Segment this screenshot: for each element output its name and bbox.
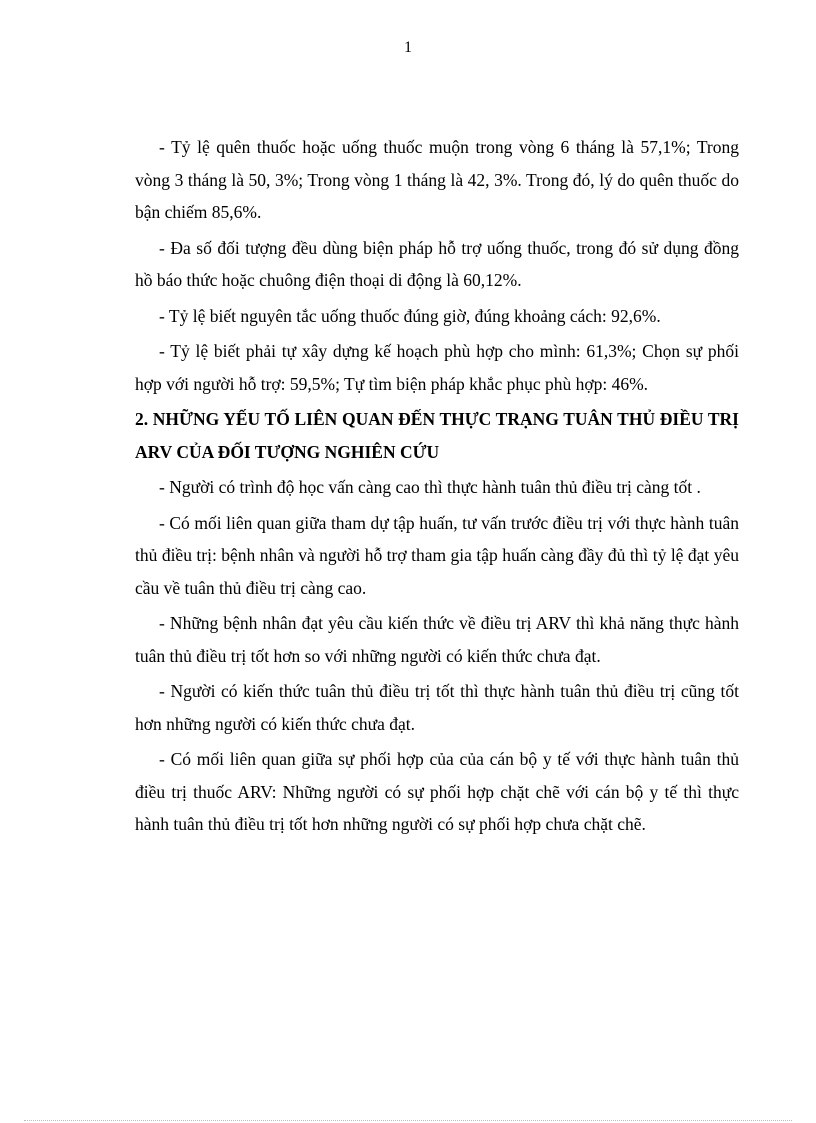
footer-divider [24, 1120, 792, 1121]
paragraph-health-staff-coordination: - Có mối liên quan giữa sự phối hợp của của cán bộ y tế với thực hành tuân thủ điều trị thuốc ARV: Những người có sự phối hợp chặt chẽ với cán bộ y tế thì thực hành tuân thủ điều trị tốt hơn những người có sự phối hợp chưa chặt chẽ. [135, 749, 739, 834]
paragraph-support-measures: - Đa số đối tượng đều dùng biện pháp hỗ trợ uống thuốc, trong đó sử dụng đồng hồ báo thức hoặc chuông điện thoại di động là 60,12%. [135, 237, 739, 290]
paragraph-knowledge-practice: - Người có kiến thức tuân thủ điều trị tốt thì thực hành tuân thủ điều trị cũng tốt hơn những người có kiến thức chưa đạt. [135, 681, 739, 734]
paragraph-training-counseling: - Có mối liên quan giữa tham dự tập huấn, tư vấn trước điều trị với thực hành tuân thủ điều trị: bệnh nhân và người hỗ trợ tham gia tập huấn càng đầy đủ thì tỷ lệ đạt yêu cầu về tuân thủ điều trị càng cao. [135, 512, 739, 598]
paragraph-timing-principle: - Tỷ lệ biết nguyên tắc uống thuốc đúng giờ, đúng khoảng cách: 92,6%. [159, 305, 661, 326]
page-number: 1 [404, 39, 412, 56]
paragraph-knowledge-patients: - Những bệnh nhân đạt yêu cầu kiến thức về điều trị ARV thì khả năng thực hành tuân thủ điều trị tốt hơn so với những người có kiến thức chưa đạt. [135, 613, 739, 666]
paragraph-forget-medication-rate: - Tỷ lệ quên thuốc hoặc uống thuốc muộn trong vòng 6 tháng là 57,1%; Trong vòng 3 tháng là 50, 3%; Trong vòng 1 tháng là 42, 3%. Trong đó, lý do quên thuốc do bận chiếm 85,6%. [135, 137, 739, 222]
paragraph-education-level: - Người có trình độ học vấn càng cao thì thực hành tuân thủ điều trị càng tốt . [159, 477, 701, 497]
section-heading: 2. NHỮNG YẾU TỐ LIÊN QUAN ĐẾN THỰC TRẠNG TUÂN THỦ ĐIỀU TRỊ ARV CỦA ĐỐI TƯỢNG NGHIÊN CỨU [135, 409, 739, 462]
page-content [135, 131, 739, 844]
paragraph-self-planning: - Tỷ lệ biết phải tự xây dựng kế hoạch phù hợp cho mình: 61,3%; Chọn sự phối hợp với người hỗ trợ: 59,5%; Tự tìm biện pháp khắc phục phù hợp: 46%. [135, 341, 739, 394]
